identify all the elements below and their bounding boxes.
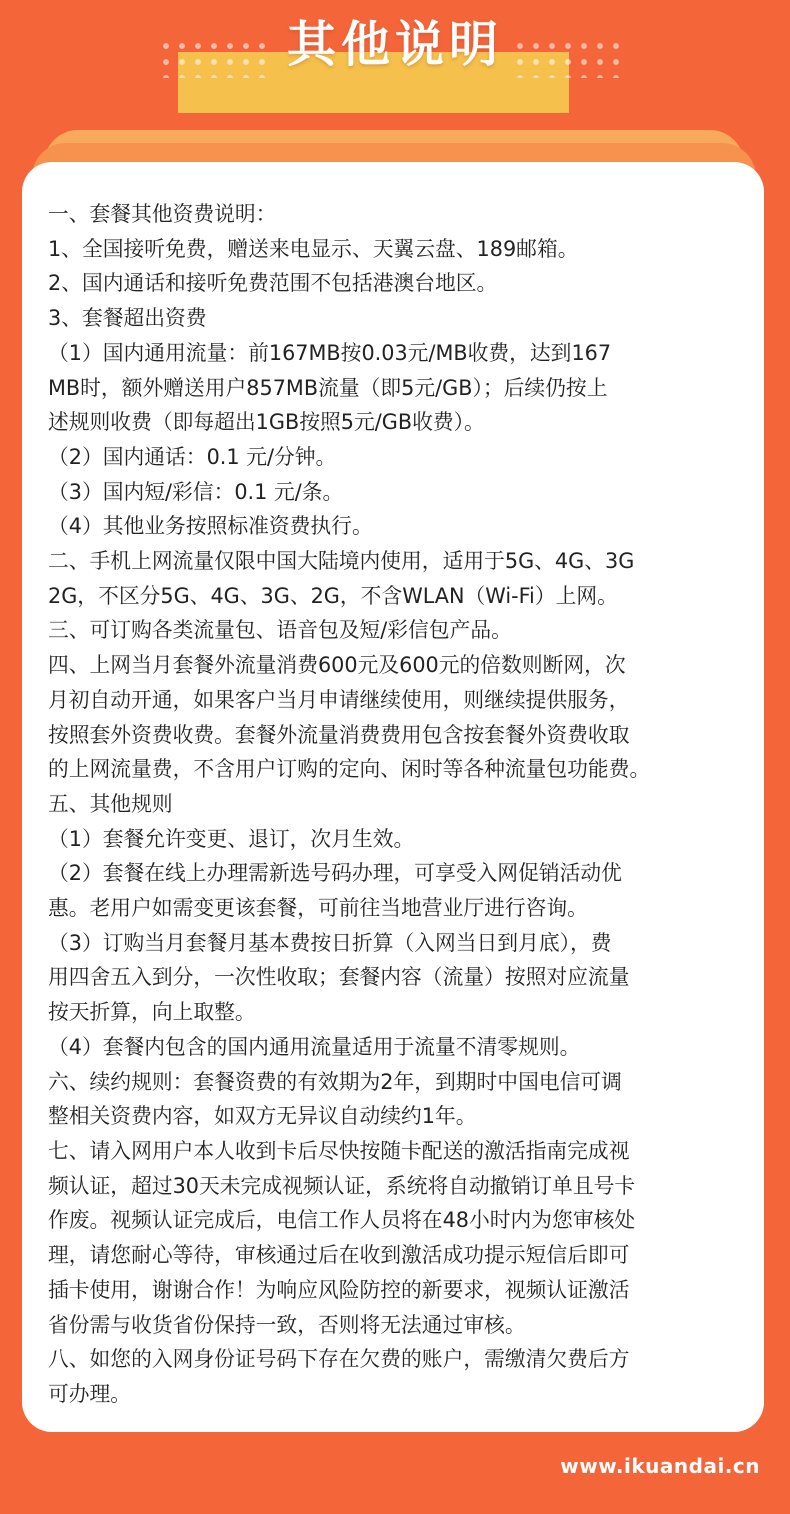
text-line: 用四舍五入到分，一次性收取；套餐内容（流量）按照对应流量 [48, 965, 630, 990]
text-line: 理，请您耐心等待，审核通过后在收到激活成功提示短信后即可 [48, 1243, 630, 1268]
text-line: 3、套餐超出资费 [48, 306, 207, 331]
text-line: （2）国内通话：0.1 元/分钟。 [48, 444, 337, 469]
text-line: （3）国内短/彩信：0.1 元/条。 [48, 479, 344, 504]
website-url: www.ikuandai.cn [560, 1454, 760, 1478]
text-line: 六、续约规则：套餐资费的有效期为2年，到期时中国电信可调 [48, 1069, 622, 1094]
text-line: 频认证，超过30天未完成视频认证，系统将自动撤销订单且号卡 [48, 1173, 636, 1198]
text-line: 2G，不区分5G、4G、3G、2G，不含WLAN（Wi-Fi）上网。 [48, 583, 618, 608]
text-line: 可办理。 [48, 1381, 132, 1406]
text-line: 五、其他规则 [48, 791, 173, 816]
text-line: 的上网流量费，不含用户订购的定向、闲时等各种流量包功能费。 [48, 757, 651, 782]
text-line: 二、手机上网流量仅限中国大陆境内使用，适用于5G、4G、3G [48, 549, 635, 574]
text-line: MB时，额外赠送用户857MB流量（即5元/GB）；后续仍按上 [48, 375, 608, 400]
text-line: 惠。老用户如需变更该套餐，可前往当地营业厅进行咨询。 [48, 896, 588, 921]
text-line: 2、国内通话和接听免费范围不包括港澳台地区。 [48, 271, 498, 296]
page-title: 其他说明 [286, 16, 503, 73]
text-line: 按天折算，向上取整。 [48, 1000, 256, 1025]
text-line: 述规则收费（即每超出1GB按照5元/GB收费）。 [48, 410, 485, 435]
text-line: 1、全国接听免费，赠送来电显示、天翼云盘、189邮箱。 [48, 236, 579, 261]
text-line: 省份需与收货省份保持一致，否则将无法通过审核。 [48, 1312, 526, 1337]
text-line: 月初自动开通，如果客户当月申请继续使用，则继续提供服务， [48, 687, 630, 712]
text-line: 作废。视频认证完成后，电信工作人员将在48小时内为您审核处 [48, 1208, 636, 1233]
text-line: 四、上网当月套餐外流量消费600元及600元的倍数则断网，次 [48, 653, 626, 678]
text-line: 一、套餐其他资费说明： [48, 202, 277, 226]
text-line: 七、请入网用户本人收到卡后尽快按随卡配送的激活指南完成视 [48, 1138, 630, 1163]
text-line: （2）套餐在线上办理需新选号码办理，可享受入网促销活动优 [48, 861, 622, 886]
text-line: （1）套餐允许变更、退订，次月生效。 [48, 826, 415, 851]
text-line: （3）订购当月套餐月基本费按日折算（入网当日到月底），费 [48, 930, 612, 955]
text-line: （4）套餐内包含的国内通用流量适用于流量不清零规则。 [48, 1034, 581, 1059]
text-line: （4）其他业务按照标准资费执行。 [48, 514, 373, 539]
text-line: （1）国内通用流量：前167MB按0.03元/MB收费，达到167 [48, 340, 612, 365]
text-line: 整相关资费内容，如双方无异议自动续约1年。 [48, 1104, 477, 1129]
text-line: 按照套外资费收费。套餐外流量消费费用包含按套餐外资费收取 [48, 722, 630, 747]
description-text [48, 197, 768, 1412]
text-line: 插卡使用，谢谢合作！为响应风险防控的新要求，视频认证激活 [48, 1277, 630, 1302]
text-line: 八、如您的入网身份证号码下存在欠费的账户，需缴清欠费后方 [48, 1347, 630, 1372]
text-line: 三、可订购各类流量包、语音包及短/彩信包产品。 [48, 618, 512, 643]
